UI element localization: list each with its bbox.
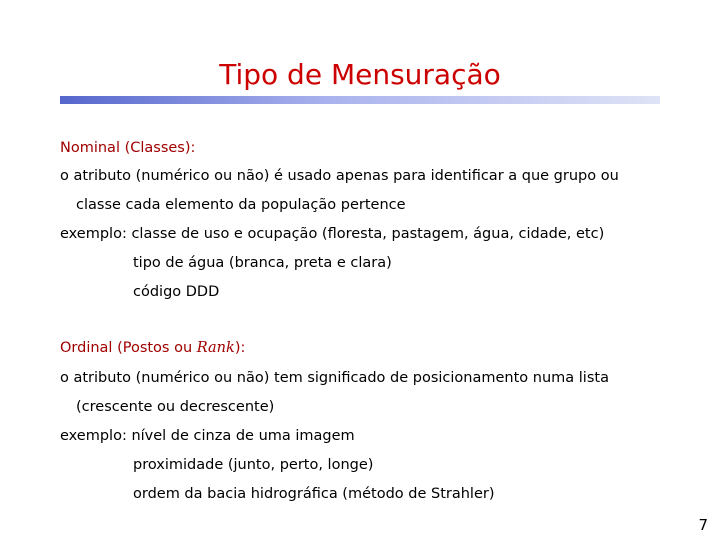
ordinal-example-1: exemplo: nível de cinza de uma imagem: [60, 428, 355, 444]
slide-title: Tipo de Mensuração: [219, 58, 501, 91]
section-heading-nominal: Nominal (Classes):: [60, 140, 196, 156]
page-number: 7: [698, 516, 708, 534]
nominal-example-3: código DDD: [133, 284, 220, 300]
ordinal-heading-suffix: ):: [234, 340, 246, 356]
title-underline: [60, 96, 660, 104]
ordinal-example-2: proximidade (junto, perto, longe): [133, 457, 374, 473]
section-heading-ordinal: [60, 339, 245, 357]
ordinal-line-2: (crescente ou decrescente): [76, 399, 275, 415]
nominal-line-2: classe cada elemento da população pertence: [76, 197, 406, 213]
nominal-line-1: o atributo (numérico ou não) é usado apenas para identificar a que grupo ou: [60, 168, 619, 184]
ordinal-example-3: ordem da bacia hidrográfica (método de Strahler): [133, 486, 495, 502]
ordinal-heading-prefix: Ordinal (Postos ou: [60, 340, 197, 356]
ordinal-line-1: o atributo (numérico ou não) tem significado de posicionamento numa lista: [60, 370, 609, 386]
ordinal-heading-italic: Rank: [196, 340, 235, 356]
nominal-example-2: tipo de água (branca, preta e clara): [133, 255, 392, 271]
nominal-example-1: exemplo: classe de uso e ocupação (floresta, pastagem, água, cidade, etc): [60, 226, 605, 242]
